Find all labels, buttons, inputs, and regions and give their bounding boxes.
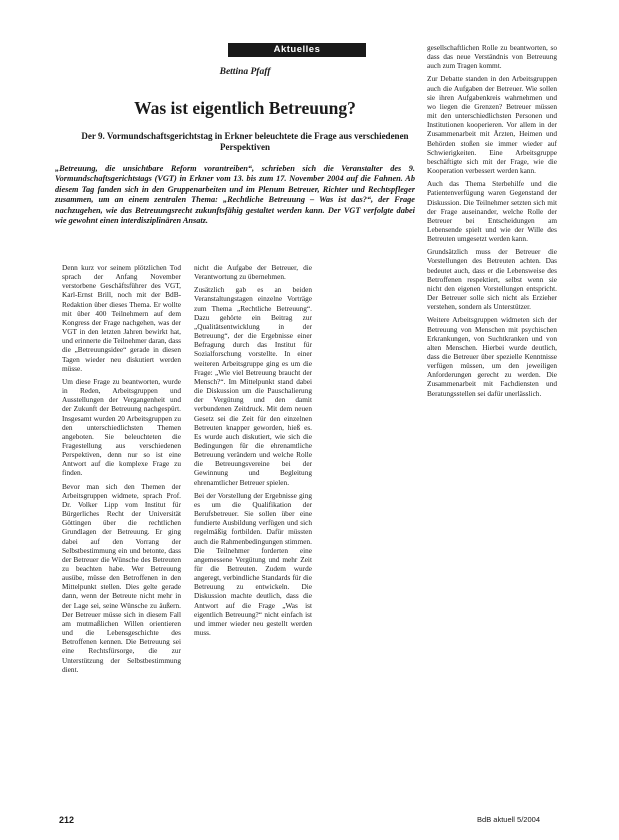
paragraph: gesellschaftlichen Rolle zu beantworten, so dass das neue Verständnis von Betreuung auch zum Tragen kommt. — [427, 43, 557, 71]
paragraph: Denn kurz vor seinem plötzlichen Tod sprach der Anfang November verstorbene Geschäftsführer des VGT, Karl-Ernst Brill, noch mit der BdB-Redaktion über dieses Thema. Er wollte mit über 400 Teilnehmern auf dem Kongress der Frage nachgehen, was der VGT in den letzten Jahren bewirkt hat, und erinnerte die Teilnehmer daran, dass die „Betreuungsidee“ gerade in diesen Tagen wieder neu diskutiert werden müsse. — [62, 263, 181, 373]
section-tag-label: Aktuelles — [273, 44, 321, 55]
article-author: Bettina Pfaff — [219, 67, 271, 77]
article-column-1 — [62, 263, 181, 678]
paragraph: Bei der Vorstellung der Ergebnisse ging es um die Qualifikation der Berufsbetreuer. Sie sollen über eine fundierte Ausbildung verfügen und sich regelmäßig fortbilden. Dafür müssten auch die Rahmenbedingungen stimmen. Die Teilnehmer forderten eine angemessene Vergütung und mehr Zeit für die Betreuten. Zudem wurde angeregt, verbindliche Standards für die Betreuung zu entwickeln. Die Diskussion machte deutlich, dass die Antwort auf die Frage „Was ist eigentlich Betreuung?“ nicht einfach ist und immer wieder neu gestellt werden muss. — [194, 490, 312, 638]
paragraph: Zusätzlich gab es an beiden Veranstaltungstagen einzelne Vorträge zum Thema „Rechtliche Betreuung“. Dazu gehörte ein Beitrag zur „Qualitätsentwicklung in der Betreuung“, der die Ergebnisse einer Befragung durch das Institut für Sozialforschung vorstellte. In einer weiteren Arbeitsgruppe ging es um die Frage: „Wie viel Betreuung braucht der Mensch?“. Im Mittelpunkt stand dabei die Diskussion um die Pauschalierung der Vergütung und den damit verbundenen Zeitdruck. Mit dem neuen Gesetz sei die Zeit für den einzelnen Betreuten knapper geworden, hieß es. Es wurde auch diskutiert, wie sich die Bedingungen für die ehrenamtliche Betreuung verändern und welche Rolle die Betreuungsvereine bei der Gewinnung und Begleitung ehrenamtlicher Betreuer spielen. — [194, 285, 312, 487]
section-tag — [228, 43, 366, 57]
publication-name: BdB aktuell 5/2004 — [477, 815, 540, 824]
paragraph: Grundsätzlich muss der Betreuer die Vorstellungen des Betreuten achten. Das bedeutet auch, dass er die Lebensweise des Betroffenen respektiert, selbst wenn sie nicht den eigenen Vorstellungen entspricht. Der Betreuer solle sich nicht als Erzieher verstehen, sondern als Unterstützer. — [427, 247, 557, 312]
page-number: 212 — [59, 815, 75, 825]
paragraph: Um diese Frage zu beantworten, wurde in Reden, Arbeitsgruppen und Ausstellungen der Vergangenheit und der Zukunft der Betreuung nachgespürt. Insgesamt wurden 20 Arbeitsgruppen zu den unterschiedlichsten Themen angeboten. Sie beleuchteten die Fragestellung aus verschiedenen Perspektiven, denn nur so ist eine Antwort auf die komplexe Frage zu finden. — [62, 376, 181, 478]
article-intro: „Betreuung, die unsichtbare Reform vorantreiben“, schrieben sich die Veranstalter des 9. Vormundschaftsgerichtstags (VGT) in Erkner vom 13. bis zum 17. November 2004 auf die Fahnen. Ab diesem Tag fanden sich in den Gruppenarbeiten und im Plenum Betreuer, Richter und Rechtspfleger zusammen, um an einem zentralen Thema: „Rechtliche Betreuung – Was ist das?“, der Frage nachzugehen, wie das Betreuungsrecht zukunftsfähig gestaltet werden kann. Der VGT verfolgte dabei wie gewohnt einen interdisziplinären Ansatz. — [55, 164, 415, 226]
paragraph: Bevor man sich den Themen der Arbeitsgruppen widmete, sprach Prof. Dr. Volker Lipp vom Institut für Bürgerliches Recht der Universität Göttingen über die rechtlichen Grundlagen der Betreuung. Er ging dabei auf den Vorrang der Selbstbestimmung ein und betonte, dass der Betreuer die Wünsche des Betreuten zu beachten habe. Wer Betreuung ausübe, müsse den Betroffenen in den Mittelpunkt stellen. Dies gelte gerade dann, wenn der Betreute nicht mehr in der Lage sei, seine Wünsche zu äußern. Der Betreuer müsse sich in diesem Fall am mutmaßlichen Willen orientieren und die Lebensgeschichte des Betroffenen kennen. Die Betreuung sei eine Rechtsfürsorge, die zur Unterstützung der Selbstbestimmung dient. — [62, 481, 181, 674]
article-column-2 — [194, 263, 312, 641]
article-subtitle: Der 9. Vormundschaftsgerichtstag in Erkner beleuchtete die Frage aus verschiedenen Perspektiven — [81, 131, 409, 152]
paragraph: nicht die Aufgabe der Betreuer, die Verantwortung zu übernehmen. — [194, 263, 312, 282]
paragraph: Weitere Arbeitsgruppen widmeten sich der Betreuung von Menschen mit psychischen Erkrankungen, von Suchtkranken und von alten Menschen. Hierbei wurde deutlich, dass die Betreuer über spezielle Kenntnisse verfügen müssen, um den jeweiligen Anforderungen gerecht zu werden. Die Zusammenarbeit mit Fachdiensten und Beratungsstellen sei dafür unerlässlich. — [427, 315, 557, 398]
article-title: Was ist eigentlich Betreuung? — [134, 98, 356, 118]
paragraph: Auch das Thema Sterbehilfe und die Patientenverfügung waren Gegenstand der Diskussion. Die Teilnehmer setzten sich mit der Frage auseinander, welche Rolle der Betreuer bei Entscheidungen am Lebensende spielt und wie der Wille des Betreuten umgesetzt werden kann. — [427, 179, 557, 244]
article-column-3 — [427, 43, 557, 402]
paragraph: Zur Debatte standen in den Arbeitsgruppen auch die Aufgaben der Betreuer. Wie sollen sie ihren Aufgabenkreis wahrnehmen und wo liegen die Grenzen? Betreuer müssen mit den unterschiedlichsten Personen und Institutionen kooperieren. Vor allem in der Zusammenarbeit mit Ärzten, Heimen und Behörden stoßen sie immer wieder auf Schwierigkeiten. Eine Arbeitsgruppe beschäftigte sich mit der Frage, wie die Kooperation verbessert werden kann. — [427, 74, 557, 176]
